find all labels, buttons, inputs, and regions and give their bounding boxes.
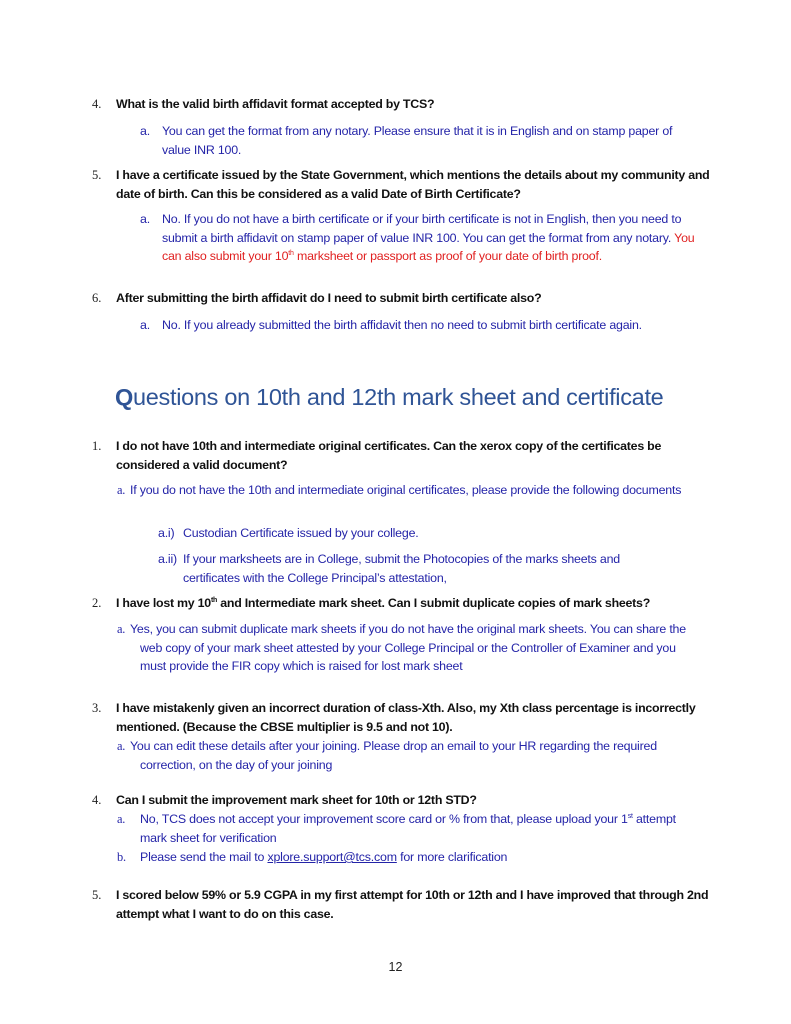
question-number: 6. — [92, 291, 102, 305]
answer-text: If you do not have the 10th and intermediate original certificates, please provide the following documents — [130, 483, 682, 497]
question-number: 5. — [92, 168, 102, 182]
answer-text-part: for more clarification — [400, 850, 508, 864]
answer-text — [162, 210, 700, 266]
superscript: th — [210, 597, 218, 604]
question-number: 4. — [92, 97, 102, 111]
answer-text — [140, 848, 687, 867]
heading-initial: Q — [115, 384, 133, 410]
question-text: What is the valid birth affidavit format accepted by TCS? — [116, 97, 435, 111]
question-text: I scored below 59% or 5.9 CGPA in my first attempt for 10th or 12th and I have improved that through 2nd attempt what I want to do on this case. — [116, 888, 709, 921]
answer-text-part: Please send the mail to — [140, 850, 265, 864]
question-number: 2. — [92, 596, 102, 610]
support-email-link[interactable]: xplore.support@tcs.com — [267, 850, 397, 864]
question-text-part: and Intermediate mark sheet. Can I submit duplicate copies of mark sheets? — [220, 596, 651, 610]
answer-text: You can get the format from any notary. Please ensure that it is in English and on stamp paper of value INR 100. — [162, 124, 673, 157]
section-heading — [115, 384, 663, 411]
question-text: Can I submit the improvement mark sheet for 10th or 12th STD? — [116, 793, 477, 807]
answer-label: a. — [140, 212, 150, 226]
answer-text: Yes, you can submit duplicate mark sheets if you do not have the original mark sheets. You can share the web copy of your mark sheet attested by your College Principal or the Controller of Examiner and you must provide the FIR copy which is raised for lost mark sheet — [130, 622, 686, 673]
superscript: st — [627, 813, 633, 820]
answer-text: No. If you already submitted the birth affidavit then no need to submit birth certificate again. — [162, 318, 642, 332]
subanswer-label: a.i) — [158, 526, 175, 540]
question-text: I do not have 10th and intermediate original certificates. Can the xerox copy of the certificates be considered a valid document? — [116, 439, 662, 472]
answer-text — [140, 810, 687, 847]
question-number: 4. — [92, 793, 102, 807]
page-number: 12 — [388, 960, 403, 974]
answer-label: b. — [117, 850, 126, 864]
answer-label: a. — [117, 622, 126, 636]
question-number: 1. — [92, 439, 102, 453]
answer-label: a. — [117, 812, 126, 826]
answer-label: a. — [117, 483, 126, 497]
answer-label: a. — [117, 739, 126, 753]
subanswer-text: If your marksheets are in College, submit the Photocopies of the marks sheets and certificates with the College Principal’s attestation, — [183, 552, 620, 585]
question-text: I have mistakenly given an incorrect duration of class-Xth. Also, my Xth class percentage is incorrectly mentioned. (Because the CBSE multiplier is 9.5 and not 10). — [116, 701, 696, 734]
question-text — [116, 594, 712, 613]
answer-text-part: attempt mark sheet for verification — [140, 812, 676, 845]
subanswer-label: a.ii) — [158, 552, 177, 566]
answer-text-part: No, TCS does not accept your improvement score card or % from that, please upload your 1 — [140, 812, 628, 826]
answer-text: You can edit these details after your joining. Please drop an email to your HR regarding the required correction, on the day of your joining — [130, 739, 657, 772]
answer-text-blue: No. If you do not have a birth certificate or if your birth certificate is not in English, then you need to submit a birth affidavit on stamp paper of value INR 100. You can get the format from any notary. — [162, 212, 682, 245]
question-text: I have a certificate issued by the State Government, which mentions the details about my community and date of birth. Can this be considered as a valid Date of Birth Certificate? — [116, 168, 710, 201]
heading-text: uestions on 10th and 12th mark sheet and certificate — [132, 384, 664, 410]
question-text-part: I have lost my 10 — [116, 596, 211, 610]
red-text-part: You can also submit your 10 — [162, 230, 695, 263]
subanswer-text: Custodian Certificate issued by your college. — [183, 526, 419, 540]
question-text: After submitting the birth affidavit do I need to submit birth certificate also? — [116, 291, 542, 305]
superscript: th — [288, 250, 294, 257]
question-number: 5. — [92, 888, 102, 902]
answer-label: a. — [140, 124, 150, 138]
question-number: 3. — [92, 701, 102, 715]
answer-label: a. — [140, 318, 150, 332]
red-text-part: marksheet or passport as proof of your date of birth proof. — [296, 249, 602, 263]
